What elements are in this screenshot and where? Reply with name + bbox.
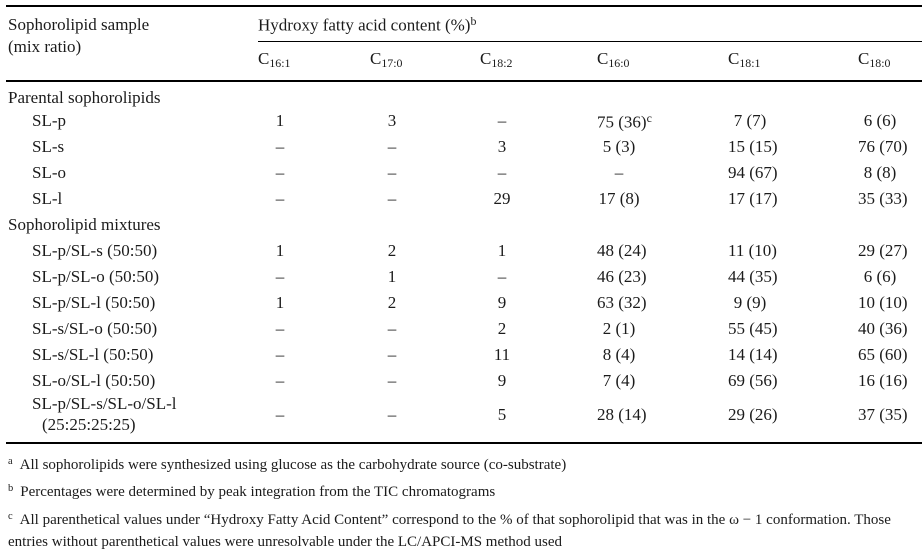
value-cell <box>597 264 728 290</box>
column-header-base: C <box>258 49 270 69</box>
value-text: – <box>275 189 285 209</box>
value-cell <box>728 316 858 342</box>
header-row-spanner <box>6 6 922 42</box>
value-text: 44 (35) <box>728 267 778 287</box>
value-text: – <box>275 371 285 391</box>
value-text: 1 <box>275 293 285 313</box>
sample-label <box>6 316 258 342</box>
value-text: – <box>614 163 624 183</box>
value-cell <box>597 368 728 394</box>
value-cell <box>728 264 858 290</box>
value-text: 6 (6) <box>863 111 897 131</box>
value-text: 29 (26) <box>728 405 778 424</box>
sample-column-header-line1: Sophorolipid sample <box>8 15 150 34</box>
value-cell <box>258 160 370 186</box>
column-header-c18-1 <box>728 42 858 81</box>
column-header-base: C <box>597 49 609 69</box>
table-row-slp-slo <box>6 264 922 290</box>
sample-text: SL-p/SL-s/SL-o/SL-l <box>32 394 177 414</box>
value-text: – <box>387 371 397 391</box>
value-cell <box>480 264 597 290</box>
column-header-base: C <box>370 49 382 69</box>
value-text: 1 <box>497 241 507 261</box>
sample-column-header-line2: (mix ratio) <box>8 37 82 57</box>
value-cell <box>728 186 858 212</box>
value-cell <box>258 108 370 134</box>
value-text: – <box>387 345 397 365</box>
value-cell <box>728 134 858 160</box>
value-text: – <box>275 163 285 183</box>
table-row-slp-sls <box>6 238 922 264</box>
value-cell <box>597 316 728 342</box>
value-text: – <box>387 163 397 183</box>
value-text: 17 (17) <box>728 189 778 209</box>
footnote-c-ref: c <box>646 110 652 125</box>
value-text: 9 (9) <box>733 293 767 313</box>
value-cell <box>370 108 480 134</box>
column-header-c18-0 <box>858 42 922 81</box>
sample-text: SL-p/SL-s (50:50) <box>32 241 158 261</box>
sample-label <box>6 394 258 442</box>
value-cell <box>728 342 858 368</box>
value-text: 1 <box>275 241 285 261</box>
footnote-marker: b <box>8 483 14 495</box>
table-row-sl-p <box>6 108 922 134</box>
footnote-b <box>8 481 920 504</box>
fatty-acid-content-table <box>6 5 922 444</box>
section-label: Parental sophorolipids <box>8 88 161 108</box>
value-cell <box>258 238 370 264</box>
value-text: 6 (6) <box>863 267 897 287</box>
value-cell <box>480 342 597 368</box>
value-cell <box>258 134 370 160</box>
table-row-sl-o <box>6 160 922 186</box>
sample-label <box>6 342 258 368</box>
value-text: 94 (67) <box>728 163 778 183</box>
sample-text: SL-s <box>32 137 65 157</box>
value-text: 8 (8) <box>863 163 897 183</box>
footnote-marker: a <box>8 455 13 467</box>
value-text: 46 (23) <box>597 267 647 287</box>
value-text: 5 <box>497 405 507 424</box>
value-text: – <box>497 163 507 183</box>
column-header-subscript: 16:1 <box>269 56 291 71</box>
column-header-subscript: 18:1 <box>739 56 761 71</box>
value-text: 3 <box>497 137 507 157</box>
value-text: 2 (1) <box>602 319 636 339</box>
sample-text: SL-s/SL-l (50:50) <box>32 345 154 365</box>
value-text: – <box>275 345 285 365</box>
table-row-sls-slo <box>6 316 922 342</box>
value-text: – <box>387 405 397 424</box>
value-cell <box>370 342 480 368</box>
value-cell <box>728 160 858 186</box>
value-text: – <box>387 319 397 339</box>
value-cell <box>858 186 922 212</box>
value-cell <box>258 264 370 290</box>
table-row-slo-sll <box>6 368 922 394</box>
column-header-c16-1 <box>258 42 370 81</box>
column-header-c17-0 <box>370 42 480 81</box>
value-text: 7 (4) <box>602 371 636 391</box>
value-cell <box>728 394 858 442</box>
sample-label <box>6 238 258 264</box>
value-text: 28 (14) <box>597 405 647 424</box>
value-text: – <box>387 189 397 209</box>
spanner-header <box>258 6 922 42</box>
value-text: 16 (16) <box>858 371 908 391</box>
column-header-subscript: 18:0 <box>869 56 891 71</box>
sample-text-line2: (25:25:25:25) <box>42 415 136 435</box>
sample-label <box>6 186 258 212</box>
value-text: 9 <box>497 371 507 391</box>
value-text: 29 (27) <box>858 241 908 261</box>
value-cell <box>858 394 922 442</box>
value-cell <box>728 238 858 264</box>
sample-text: SL-l <box>32 189 63 209</box>
value-text: 7 (7) <box>733 111 767 131</box>
section-row-mixtures <box>6 212 922 238</box>
value-cell <box>858 264 922 290</box>
column-header-subscript: 17:0 <box>381 56 403 71</box>
value-text: 1 <box>275 111 285 131</box>
value-cell <box>597 238 728 264</box>
value-cell <box>370 368 480 394</box>
value-cell <box>258 316 370 342</box>
value-text: 55 (45) <box>728 319 778 339</box>
value-text: 1 <box>387 267 397 287</box>
value-text: 11 (10) <box>728 241 777 261</box>
sample-column-header <box>6 6 258 81</box>
footnote-text: All parenthetical values under “Hydroxy Fatty Acid Content” correspond to the % of that sophorolipid that was in the ω − 1 conformation. Those entries without parenthetical values were unresolvable under the LC/APCI-MS method used <box>8 511 891 549</box>
value-text: – <box>275 319 285 339</box>
value-text: 76 (70) <box>858 137 908 157</box>
column-header-subscript: 18:2 <box>491 56 513 71</box>
value-cell <box>597 134 728 160</box>
value-cell <box>480 108 597 134</box>
column-header-c18-2 <box>480 42 597 81</box>
value-cell <box>858 160 922 186</box>
value-cell <box>858 290 922 316</box>
column-header-base: C <box>858 49 870 69</box>
value-text: 11 <box>493 345 511 365</box>
sample-label <box>6 134 258 160</box>
sample-label <box>6 160 258 186</box>
value-text: 69 (56) <box>728 371 778 391</box>
value-cell <box>728 290 858 316</box>
column-header-base: C <box>728 49 740 69</box>
sample-text: SL-o/SL-l (50:50) <box>32 371 156 391</box>
table-row-sl-s <box>6 134 922 160</box>
value-cell <box>480 160 597 186</box>
value-text: 15 (15) <box>728 137 778 157</box>
value-cell <box>370 186 480 212</box>
footnote-a <box>8 454 920 477</box>
table-row-sls-sll <box>6 342 922 368</box>
value-cell <box>258 186 370 212</box>
value-text: 40 (36) <box>858 319 908 339</box>
value-text: – <box>275 137 285 157</box>
value-number: 75 (36) <box>597 111 647 131</box>
value-text: 5 (3) <box>602 137 636 157</box>
sample-label <box>6 108 258 134</box>
value-cell <box>370 134 480 160</box>
value-cell <box>370 316 480 342</box>
value-text: 65 (60) <box>858 345 908 365</box>
value-cell <box>480 186 597 212</box>
value-cell <box>370 160 480 186</box>
value-cell <box>858 108 922 134</box>
value-cell <box>858 368 922 394</box>
value-text: 2 <box>497 319 507 339</box>
sample-text: SL-o <box>32 163 66 183</box>
value-cell <box>480 238 597 264</box>
footnotes <box>8 454 920 549</box>
value-text: – <box>497 111 507 131</box>
sample-text: SL-p/SL-o (50:50) <box>32 267 160 287</box>
value-text: 10 (10) <box>858 293 908 313</box>
value-cell <box>480 290 597 316</box>
table-row-quad-mix <box>6 394 922 442</box>
value-text: 17 (8) <box>598 189 640 209</box>
value-cell <box>370 394 480 442</box>
value-text: 29 <box>493 189 511 209</box>
value-text: – <box>497 267 507 287</box>
value-text: – <box>275 267 285 287</box>
value-text: 9 <box>497 293 507 313</box>
footnote-b-ref: b <box>470 14 477 28</box>
value-text: 14 (14) <box>728 345 778 365</box>
value-cell <box>597 290 728 316</box>
value-text: 35 (33) <box>858 189 908 209</box>
column-header-subscript: 16:0 <box>608 56 630 71</box>
sample-text: SL-p <box>32 111 66 131</box>
value-text: 2 <box>387 293 397 313</box>
value-cell <box>858 134 922 160</box>
value-cell <box>858 316 922 342</box>
value-cell <box>858 342 922 368</box>
value-cell <box>258 290 370 316</box>
sample-label <box>6 290 258 316</box>
value-text: 8 (4) <box>602 345 636 365</box>
value-cell <box>728 108 858 134</box>
sample-text: SL-p/SL-l (50:50) <box>32 293 156 313</box>
value-cell <box>728 368 858 394</box>
value-cell <box>258 342 370 368</box>
value-cell <box>370 290 480 316</box>
sample-label <box>6 368 258 394</box>
section-label: Sophorolipid mixtures <box>8 215 161 235</box>
value-cell <box>258 394 370 442</box>
value-cell <box>597 342 728 368</box>
value-cell <box>480 134 597 160</box>
value-text: – <box>275 405 285 424</box>
sample-text: SL-s/SL-o (50:50) <box>32 319 158 339</box>
value-text <box>597 111 652 132</box>
column-header-base: C <box>480 49 492 69</box>
value-cell <box>597 108 728 134</box>
value-text: – <box>387 137 397 157</box>
value-cell <box>858 238 922 264</box>
value-cell <box>597 186 728 212</box>
table-row-sl-l <box>6 186 922 212</box>
value-cell <box>370 238 480 264</box>
footnote-text: All sophorolipids were synthesized using glucose as the carbohydrate source (co-substrate) <box>19 456 567 473</box>
value-text: 37 (35) <box>858 405 908 424</box>
column-header-c16-0 <box>597 42 728 81</box>
value-text: 3 <box>387 111 397 131</box>
value-text: 2 <box>387 241 397 261</box>
footnote-c <box>8 509 920 549</box>
value-cell <box>258 368 370 394</box>
sample-label <box>6 264 258 290</box>
value-cell <box>480 368 597 394</box>
value-cell <box>597 394 728 442</box>
value-cell <box>370 264 480 290</box>
section-row-parental <box>6 81 922 108</box>
value-cell <box>480 316 597 342</box>
value-cell <box>480 394 597 442</box>
spanner-header-text: Hydroxy fatty acid content (%) <box>258 15 471 35</box>
value-text: 63 (32) <box>597 293 647 313</box>
value-text: 48 (24) <box>597 241 647 261</box>
table-row-slp-sll <box>6 290 922 316</box>
value-cell <box>597 160 728 186</box>
footnote-marker: c <box>8 510 13 522</box>
footnote-text: Percentages were determined by peak integration from the TIC chromatograms <box>20 484 496 501</box>
